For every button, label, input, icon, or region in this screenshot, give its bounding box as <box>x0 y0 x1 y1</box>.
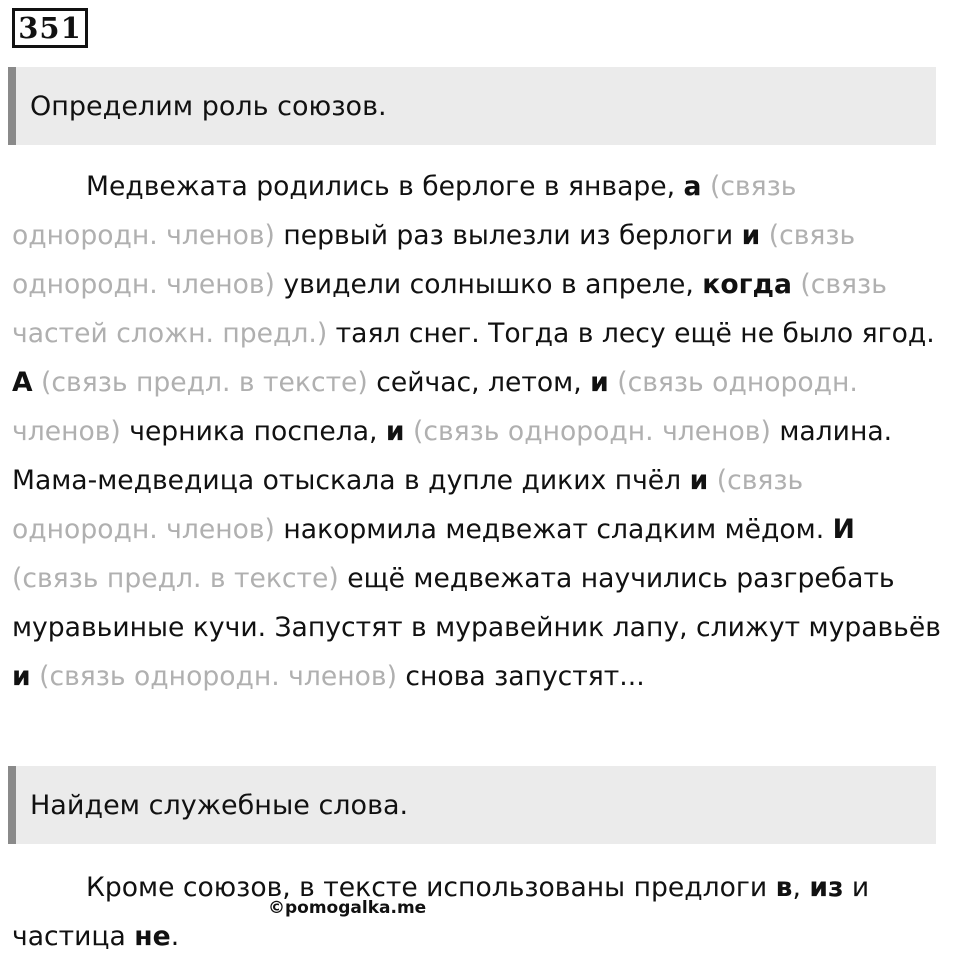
highlighted-word: не <box>134 921 171 952</box>
highlighted-word: А <box>12 367 33 398</box>
watermark: ©pomogalka.me <box>268 898 427 918</box>
highlighted-word: и <box>590 367 609 398</box>
role-annotation: (связь однородн. членов) <box>12 220 856 300</box>
text-run: увидели солнышко в апреле, <box>274 269 703 300</box>
highlighted-word: И <box>832 514 855 545</box>
highlighted-word: в <box>775 872 793 903</box>
section-heading-conjunctions <box>8 67 936 145</box>
role-annotation: (связь предл. в тексте) <box>32 367 368 398</box>
text-run: сейчас, летом, <box>367 367 591 398</box>
section-heading-text: Определим роль союзов. <box>30 90 387 122</box>
text-run: малина. Мама-медведица отыскала в дупле диких пчёл <box>12 416 893 496</box>
section-heading-text: Найдем служебные слова. <box>30 789 409 821</box>
highlighted-word: из <box>809 872 844 903</box>
text-run: Медвежата родились в берлоге в январе, <box>86 171 684 202</box>
highlighted-word: и <box>689 465 709 496</box>
role-annotation: (связь предл. в тексте) <box>12 563 339 594</box>
role-annotation: (связь частей сложн. предл.) <box>12 269 887 349</box>
role-annotation: (связь однородн. членов) <box>404 416 771 447</box>
text-run: Кроме союзов, в тексте использованы предлоги <box>86 872 776 903</box>
highlighted-word: и <box>12 661 31 692</box>
text-run: . <box>170 921 180 952</box>
role-annotation: (связь однородн. членов) <box>12 465 804 545</box>
analysis-paragraph <box>12 162 948 701</box>
text-run: таял снег. Тогда в лесу ещё не было ягод. <box>327 318 935 349</box>
conclusion-paragraph <box>12 863 948 961</box>
role-annotation: (связь однородн. членов) <box>12 367 858 447</box>
highlighted-word: и <box>385 416 405 447</box>
text-run: и частица <box>12 872 870 952</box>
text-run: ещё медвежата научились разгребать муравьиные кучи. Запустят в муравейник лапу, слижут муравьёв <box>12 563 941 643</box>
highlighted-word: и <box>741 220 761 251</box>
highlighted-word: когда <box>702 269 792 300</box>
text-run: первый раз вылезли из берлоги <box>274 220 742 251</box>
role-annotation: (связь однородн. членов) <box>30 661 397 692</box>
section-heading-function-words <box>8 766 936 844</box>
role-annotation: (связь однородн. членов) <box>12 171 797 251</box>
text-run: накормила медвежат сладким мёдом. <box>274 514 833 545</box>
text-run: снова запустят... <box>396 661 645 692</box>
text-run: , <box>792 872 810 903</box>
exercise-number: 351 <box>12 8 88 48</box>
text-run: черника поспела, <box>120 416 386 447</box>
highlighted-word: а <box>683 171 702 202</box>
